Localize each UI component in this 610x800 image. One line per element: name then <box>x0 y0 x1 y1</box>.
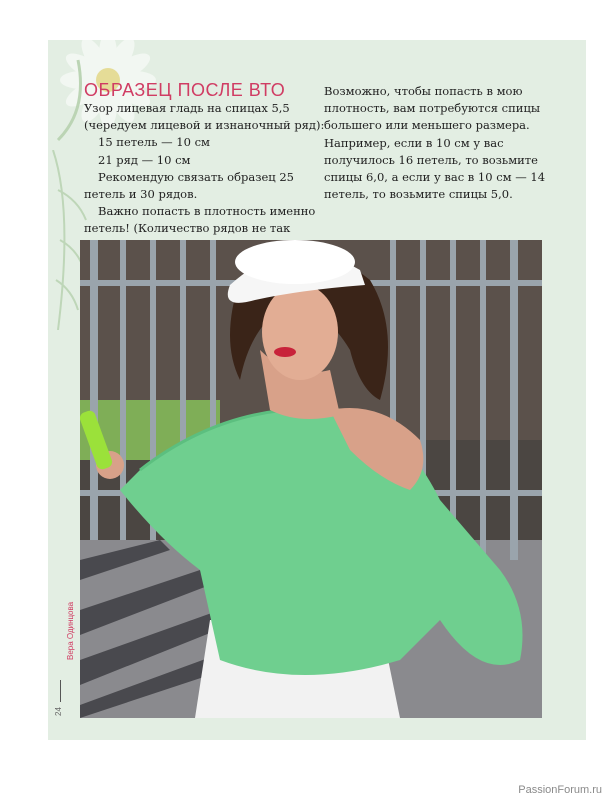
swatch-recommendation: Рекомендую связать образец 25 петель и 30 рядов. <box>84 169 294 202</box>
sidebar-rule <box>60 680 61 702</box>
author-name: Вера Одинцова <box>66 601 75 660</box>
watermark: PassionForum.ru <box>518 784 602 796</box>
needle-size-advice: Возможно, чтобы попасть в мою плотность, вам потребуются спицы большего или меньшего размера. Например, если в 10 см у вас получилось 16 петель, то возьмите спицы 6,0, а если у вас в 10 см — 14 петель, то возьмите спицы 5,0. <box>324 84 546 202</box>
gauge-intro: Узор лицевая гладь на спицах 5,5 (чередуем лицевой и изнаночный ряд): <box>84 101 325 133</box>
right-text-column <box>324 83 569 203</box>
model-photo <box>80 240 542 718</box>
page <box>48 40 586 740</box>
page-title: ОБРАЗЕЦ ПОСЛЕ ВТО <box>84 80 286 100</box>
left-text-column <box>84 100 329 255</box>
gauge-stitches: 15 петель — 10 см <box>98 135 210 150</box>
gauge-importance-note: Важно попасть в плотность именно петель! (Количество рядов не так <box>84 204 316 236</box>
page-number: 24 <box>54 707 63 716</box>
gauge-rows: 21 ряд — 10 см <box>98 152 191 167</box>
